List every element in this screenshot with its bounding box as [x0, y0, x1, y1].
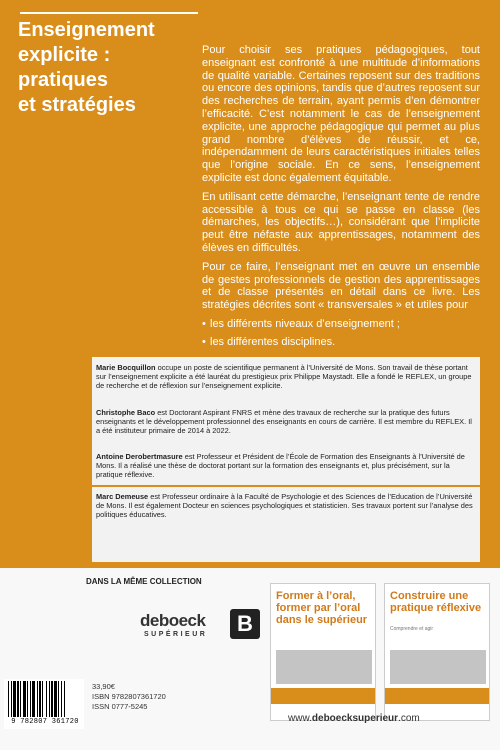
description-paragraph: Pour ce faire, l’enseignant met en œuvre un ensemble de gestes professionnels de gestion des apprentissages et de classe présentés en détail dans ce livre. Les stratégies décrites sont « transversales » et utiles pour: [202, 260, 480, 312]
barcode-bar: [37, 681, 38, 717]
barcode-bar: [64, 681, 65, 717]
price: 33,90€: [92, 682, 115, 691]
collection-book[interactable]: [270, 583, 376, 721]
barcode-bar: [54, 681, 57, 717]
book-cover-bar: [385, 688, 489, 704]
logo-mark-icon: [230, 609, 260, 639]
price-block: [92, 682, 166, 712]
author-text: est Professeur et Président de l’École de Formation des Enseignants à l’Université de Mons. Il a réalisé une thèse de doctorat portant sur la formation des enseignants et, plus précisément, sur la pratique réflexive.: [96, 452, 465, 479]
bullet-item: • les différentes disciplines.: [202, 336, 480, 349]
barcode-bar: [30, 681, 31, 717]
logo-mark-letter: B: [237, 611, 253, 636]
barcode-bar: [8, 681, 9, 717]
barcode-bar: [42, 681, 43, 717]
author-name: Antoine Derobertmasure: [96, 452, 183, 461]
author-name: Marie Bocquillon: [96, 363, 156, 372]
barcode-bar: [58, 681, 59, 717]
collection-book-title: Former à l’oral, former par l’oral dans le supérieur: [276, 590, 368, 626]
barcode-bar: [11, 681, 12, 717]
author-text: est Professeur ordinaire à la Faculté de Psychologie et des Sciences de l’Education de l’Université de Mons. Il est également Docteur en sciences psychologiques et statisticien. Ses travaux portent sur l’analyse des politiques éducatives.: [96, 492, 473, 519]
barcode-bar: [13, 681, 16, 717]
title-line: explicite :: [18, 44, 111, 66]
title-line: et stratégies: [18, 94, 136, 116]
collection-book-subtitle: Comprendre et agir: [390, 626, 434, 632]
website-suffix: .com: [398, 713, 420, 724]
website-bold: deboecksuperieur: [311, 713, 399, 724]
description-paragraph: En utilisant cette démarche, l’enseignant tente de rendre accessible à tous ce qui se passe en classe (les démarches, les objectifs…), considérant que l’implicite peut être néfaste aux apprentissages, notamment des élèves en difficultés.: [202, 190, 480, 254]
author-text: est Doctorant Aspirant FNRS et mène des travaux de recherche sur la pratique des futurs enseignants et le développement professionnel des enseignants en cours de carrière. Il est membre du REFLEX. Il a été instituteur primaire de 2014 à 2022.: [96, 408, 472, 435]
logo-word: deboeck: [140, 611, 206, 630]
publisher-logo: [140, 607, 264, 643]
barcode-bar: [39, 681, 41, 717]
book-cover-image: [390, 650, 486, 684]
authors-divider: [92, 485, 480, 487]
title-line: pratiques: [18, 69, 109, 91]
collection-label: DANS LA MÊME COLLECTION: [86, 577, 202, 586]
title-rule: [20, 12, 198, 14]
book-title: [18, 18, 198, 118]
barcode-bar: [61, 681, 62, 717]
website-link[interactable]: [288, 713, 420, 724]
issn: ISSN 0777-5245: [92, 702, 148, 711]
author-bio: [96, 492, 474, 519]
authors-panel: [92, 357, 480, 562]
barcode-bar: [20, 681, 21, 717]
description-paragraph: Pour choisir ses pratiques pédagogiques, tout enseignant est confronté à une multitude d’informations de qualité variable. Certaines reposent sur des traditions ou encore des opinions, tandis que d’autres reposent sur des recherches de terrain, ayant permis d’en démontrer l’efficacité. C’est notamment le cas de l’enseignement explicite, une approche pédagogique qui permet au plus grand nombre d’élèves de réussir, et ce, indépendamment de leurs caractéristiques initiales telles que l’origine sociale. En ce sens, l’enseignement explicite est donc également équitable.: [202, 44, 480, 184]
author-bio: [96, 408, 474, 435]
description-bullets: [202, 318, 480, 349]
book-cover-image: [276, 650, 372, 684]
author-name: Christophe Baco: [96, 408, 156, 417]
isbn: ISBN 9782807361720: [92, 692, 166, 701]
barcode-bar: [46, 681, 47, 717]
barcode-bar: [17, 681, 19, 717]
author-name: Marc Demeuse: [96, 492, 149, 501]
logo-sub: SUPÉRIEUR: [144, 631, 208, 638]
book-cover-bar: [271, 688, 375, 704]
barcode-bar: [27, 681, 28, 717]
book-description: [202, 44, 480, 354]
barcode-bars: [8, 681, 80, 717]
author-text: occupe un poste de scientifique permanent à l’Université de Mons. Son travail de thèse portant sur l’enseignement explicite a été lauréat du prestigieux prix Philippe Maystadt. Elle a fondé le REFLEX, un groupe de recherche et de réflexion sur l’enseignement explicite.: [96, 363, 472, 390]
website-prefix: www.: [288, 713, 312, 724]
barcode: [4, 679, 84, 729]
barcode-number: 9 782807 361720: [11, 718, 79, 726]
barcode-bar: [23, 681, 26, 717]
bullet-item: • les différents niveaux d’enseignement ;: [202, 318, 480, 331]
barcode-bar: [32, 681, 35, 717]
barcode-bar: [49, 681, 50, 717]
title-line: Enseignement: [18, 19, 155, 41]
barcode-bar: [51, 681, 53, 717]
collection-book-title: Construire une pratique réflexive: [390, 590, 482, 614]
collection-book[interactable]: [384, 583, 490, 721]
author-bio: [96, 363, 474, 390]
author-bio: [96, 452, 474, 479]
